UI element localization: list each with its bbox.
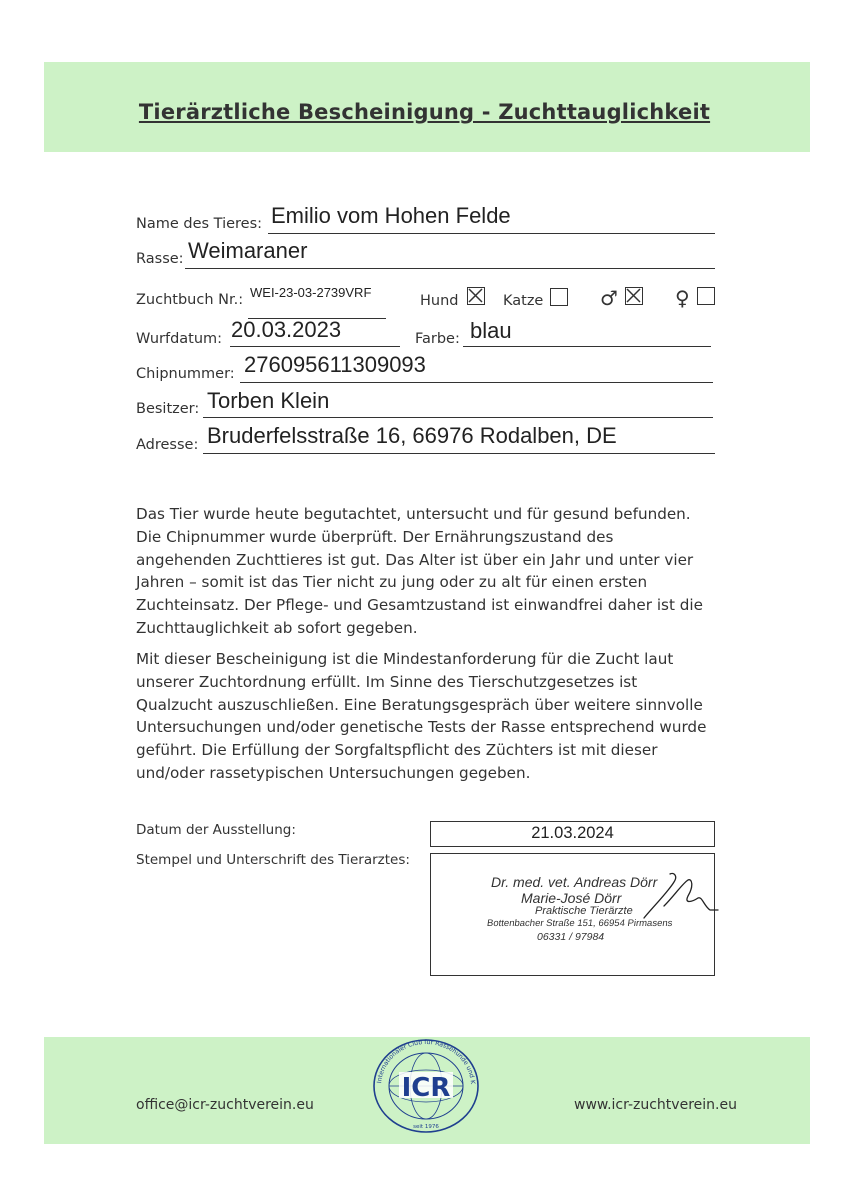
- stamp-line-4: Bottenbacher Straße 151, 66954 Pirmasens: [486, 918, 674, 929]
- color-underline: [463, 346, 711, 347]
- dog-label: Hund: [420, 293, 459, 309]
- breed-label: Rasse:: [136, 251, 184, 267]
- owner-label: Besitzer:: [136, 401, 200, 417]
- issue-date-label: Datum der Ausstellung:: [136, 822, 296, 838]
- address-label: Adresse:: [136, 437, 199, 453]
- studbook-value: WEI-23-03-2739VRF: [250, 285, 372, 300]
- address-underline: [203, 453, 715, 454]
- logo-ring-text: Internationaler Club für Rassehunde und K: [376, 1038, 476, 1085]
- birth-value: 20.03.2023: [231, 317, 342, 342]
- owner-underline: [203, 417, 713, 418]
- footer-email[interactable]: office@icr-zuchtverein.eu: [136, 1097, 314, 1113]
- stamp-line-1: Dr. med. vet. Andreas Dörr: [491, 874, 658, 890]
- signature-icon: [630, 866, 720, 926]
- color-label: Farbe:: [415, 331, 460, 347]
- breed-value: Weimaraner: [188, 238, 308, 263]
- birth-label: Wurfdatum:: [136, 331, 223, 347]
- female-checkbox[interactable]: [697, 287, 715, 305]
- chip-underline: [240, 382, 713, 383]
- dog-checkbox[interactable]: [467, 287, 485, 305]
- check-cross-icon: [626, 288, 641, 303]
- stamp-line-5: 06331 / 97984: [537, 931, 605, 943]
- chip-value: 276095611309093: [244, 352, 426, 377]
- cat-label: Katze: [503, 293, 544, 309]
- cat-checkbox[interactable]: [550, 288, 568, 306]
- birth-underline: [230, 346, 400, 347]
- footer-website[interactable]: www.icr-zuchtverein.eu: [574, 1097, 737, 1113]
- logo-since: seit 1976: [413, 1124, 439, 1130]
- stamp-label: Stempel und Unterschrift des Tierarztes:: [136, 852, 410, 868]
- stamp-line-3: Praktische Tierärzte: [535, 905, 633, 917]
- female-symbol: ♀: [675, 286, 690, 310]
- page-title: Tierärztliche Bescheinigung - Zuchttauglichkeit: [138, 100, 711, 124]
- address-value: Bruderfelsstraße 16, 66976 Rodalben, DE: [207, 423, 617, 448]
- icr-logo-icon: [367, 1038, 485, 1134]
- male-checkbox[interactable]: [625, 287, 643, 305]
- color-value: blau: [470, 318, 512, 343]
- studbook-label: Zuchtbuch Nr.:: [136, 292, 244, 308]
- name-value: Emilio vom Hohen Felde: [271, 203, 511, 228]
- breed-underline: [185, 268, 715, 269]
- issue-date-box: 21.03.2024: [430, 821, 715, 847]
- check-cross-icon: [468, 288, 483, 303]
- name-label: Name des Tieres:: [136, 216, 263, 232]
- body-paragraph-2: Mit dieser Bescheinigung ist die Mindestanforderung für die Zucht laut unserer Zuchtordnung erfüllt. Im Sinne des Tierschutzgesetzes ist Qualzucht auszuschließen. Eine Beratungsgespräch über weitere sinnvolle Untersuchungen und/oder genetische Tests der Rasse entsprechend wurde geführt. Die Erfüllung der Sorgfaltspflicht des Züchters ist mit dieser und/oder rassetypischen Untersuchungen gegeben.: [136, 650, 707, 782]
- male-symbol: ♂: [600, 286, 618, 310]
- name-underline: [268, 233, 715, 234]
- chip-label: Chipnummer:: [136, 366, 235, 382]
- owner-value: Torben Klein: [207, 388, 330, 413]
- stamp-line-2: Marie-José Dörr: [521, 890, 622, 906]
- body-paragraph-1: Das Tier wurde heute begutachtet, untersucht und für gesund befunden. Die Chipnummer wurde überprüft. Der Ernährungszustand des angehenden Zuchttieres ist gut. Das Alter ist über ein Jahr und unter vier Jahren – somit ist das Tier nicht zu jung oder zu alt für einen ersten Zuchteinsatz. Der Pflege- und Gesamtzustand ist einwandfrei daher ist die Zuchttauglichkeit ab sofort gegeben.: [136, 505, 703, 637]
- logo-text: ICR: [401, 1073, 451, 1103]
